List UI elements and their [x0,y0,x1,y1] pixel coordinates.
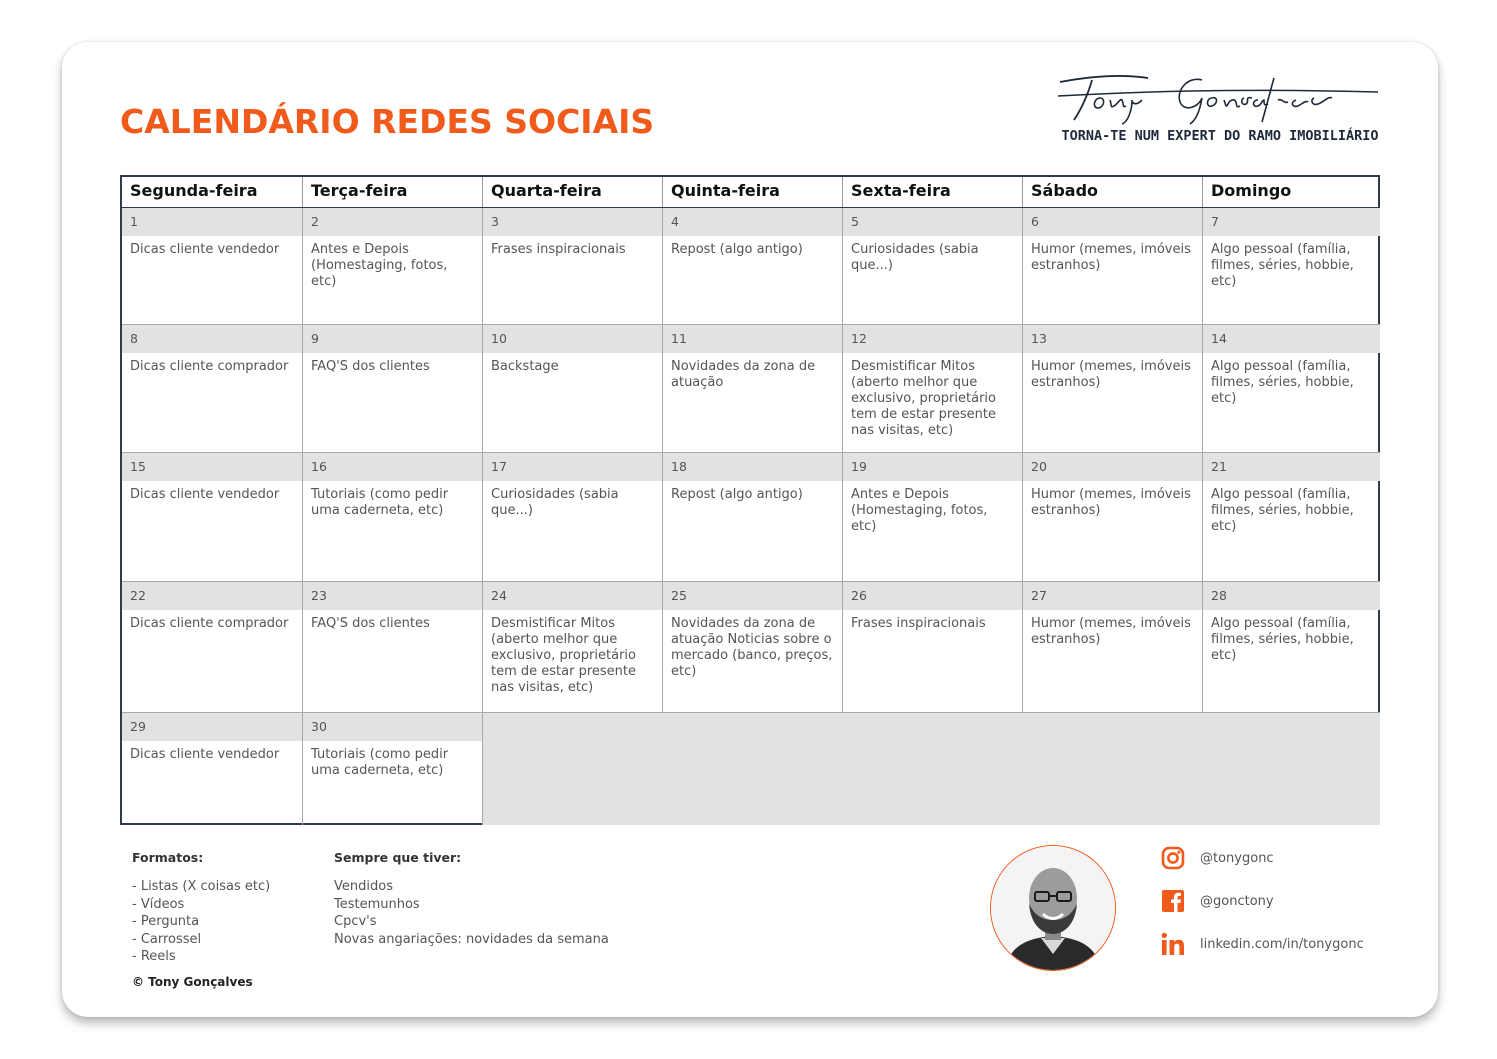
day-content: Repost (algo antigo) [671,242,803,257]
day-number: 2 [303,208,482,236]
day-number: 9 [303,325,482,353]
day-content: Frases inspiracionais [491,242,626,257]
day-number: 28 [1203,582,1380,610]
day-content: Dicas cliente comprador [130,359,289,374]
calendar-day-cell [122,453,302,582]
weekday-header: Segunda-feira [130,181,258,200]
calendar-day-cell [482,453,662,582]
social-handle[interactable]: @gonctony [1200,894,1274,909]
calendar-day-cell [1202,325,1380,453]
weekday-header: Terça-feira [302,177,482,207]
calendar-day-cell [1202,453,1380,582]
list-item: - Carrossel [132,931,202,947]
calendar-day-cell [662,208,842,325]
day-number: 13 [1023,325,1202,353]
calendar-day-cell [122,582,302,713]
day-number: 17 [483,453,662,481]
day-content: Dicas cliente vendedor [130,242,280,257]
day-content: Algo pessoal (família, filmes, séries, hobbie, etc) [1211,616,1354,663]
day-number: 11 [663,325,842,353]
weekday-header-row [122,177,1378,207]
list-item: Novas angariações: novidades da semana [334,931,609,947]
calendar-day-cell [122,208,302,325]
sempre-heading: Sempre que tiver: [334,850,462,865]
day-content: Desmistificar Mitos (aberto melhor que exclusivo, proprietário tem de estar presente nas visitas, etc) [491,616,636,695]
day-content: Desmistificar Mitos (aberto melhor que exclusivo, proprietário tem de estar presente nas visitas, etc) [851,359,996,438]
calendar-day-cell [1022,208,1202,325]
day-content: FAQ'S dos clientes [311,616,430,631]
calendar-day-cell [662,325,842,453]
calendar-day-cell [482,582,662,713]
calendar-day-cell [302,713,482,825]
day-number: 15 [122,453,302,481]
day-number: 18 [663,453,842,481]
day-number: 29 [122,713,302,741]
day-number: 26 [843,582,1022,610]
day-number: 22 [122,582,302,610]
weekday-header: Sábado [1022,177,1202,207]
day-content: Humor (memes, imóveis estranhos) [1031,359,1191,390]
weekday-header: Sexta-feira [842,177,1022,207]
day-content: Curiosidades (sabia que...) [851,242,979,273]
calendar-day-cell [302,453,482,582]
day-number: 7 [1203,208,1380,236]
social-handle[interactable]: @tonygonc [1200,851,1274,866]
day-number: 3 [483,208,662,236]
day-content: Dicas cliente comprador [130,616,289,631]
sempre-list [334,878,609,948]
day-number: 21 [1203,453,1380,481]
formatos-heading: Formatos: [132,850,204,865]
day-number: 24 [483,582,662,610]
calendar-day-cell [842,582,1022,713]
day-number: 6 [1023,208,1202,236]
day-content: Novidades da zona de atuação Noticias sobre o mercado (banco, preços, etc) [671,616,833,679]
calendar-day-cell [302,325,482,453]
weekday-header: Quarta-feira [482,177,662,207]
calendar-day-cell [842,325,1022,453]
calendar-table [120,175,1380,825]
calendar-day-cell [842,453,1022,582]
day-number: 23 [303,582,482,610]
page-title: CALENDÁRIO REDES SOCIAIS [120,102,655,141]
calendar-day-cell [122,325,302,453]
list-item: - Pergunta [132,914,200,929]
day-content: Antes e Depois (Homestaging, fotos, etc) [851,487,988,534]
portrait-icon [991,846,1115,970]
day-content: Algo pessoal (família, filmes, séries, hobbie, etc) [1211,242,1354,289]
avatar [990,845,1116,971]
day-number: 8 [122,325,302,353]
weekday-header: Domingo [1202,177,1380,207]
day-content: Dicas cliente vendedor [130,487,280,502]
formatos-list [132,878,270,966]
day-number: 20 [1023,453,1202,481]
calendar-day-cell [1022,582,1202,713]
linkedin-icon[interactable] [1160,931,1186,957]
list-item: Testemunhos [334,896,420,912]
day-number: 4 [663,208,842,236]
calendar-day-cell [1022,325,1202,453]
calendar-day-cell [302,582,482,713]
calendar-day-cell [482,208,662,325]
day-content: Dicas cliente vendedor [130,747,280,762]
calendar-day-cell [482,325,662,453]
calendar-day-cell [1022,453,1202,582]
calendar-day-cell [662,453,842,582]
facebook-icon[interactable] [1160,888,1186,914]
calendar-day-cell [842,208,1022,325]
day-content: Frases inspiracionais [851,616,986,631]
day-content: Tutoriais (como pedir uma caderneta, etc) [311,487,449,518]
empty-calendar-area [482,713,1380,825]
calendar-day-cell [662,582,842,713]
day-content: FAQ'S dos clientes [311,359,430,374]
calendar-day-cell [122,713,302,825]
day-content: Tutoriais (como pedir uma caderneta, etc) [311,747,449,778]
day-content: Repost (algo antigo) [671,487,803,502]
calendar-day-cell [302,208,482,325]
day-content: Algo pessoal (família, filmes, séries, hobbie, etc) [1211,487,1354,534]
day-content: Curiosidades (sabia que...) [491,487,619,518]
day-number: 19 [843,453,1022,481]
day-content: Novidades da zona de atuação [671,359,816,390]
signature-logo [1052,70,1382,128]
day-number: 1 [122,208,302,236]
day-content: Humor (memes, imóveis estranhos) [1031,616,1191,647]
list-item: - Vídeos [132,896,185,912]
day-content: Antes e Depois (Homestaging, fotos, etc) [311,242,448,289]
list-item: - Reels [132,949,176,964]
day-number: 10 [483,325,662,353]
day-number: 25 [663,582,842,610]
list-item: - Listas (X coisas etc) [132,879,271,894]
list-item: Cpcv's [334,914,377,929]
day-number: 5 [843,208,1022,236]
day-number: 12 [843,325,1022,353]
day-number: 27 [1023,582,1202,610]
calendar-day-cell [1202,582,1380,713]
copyright: © Tony Gonçalves [132,975,253,989]
day-number: 16 [303,453,482,481]
day-content: Humor (memes, imóveis estranhos) [1031,487,1191,518]
day-content: Humor (memes, imóveis estranhos) [1031,242,1191,273]
day-number: 30 [303,713,482,741]
calendar-day-cell [1202,208,1380,325]
day-content: Backstage [491,359,559,374]
list-item: Vendidos [334,879,393,894]
instagram-icon[interactable] [1160,845,1186,871]
day-content: Algo pessoal (família, filmes, séries, hobbie, etc) [1211,359,1354,406]
day-number: 14 [1203,325,1380,353]
weekday-header: Quinta-feira [662,177,842,207]
tagline: TORNA-TE NUM EXPERT DO RAMO IMOBILIÁRIO [1061,128,1379,144]
social-handle[interactable]: linkedin.com/in/tonygonc [1200,937,1364,952]
